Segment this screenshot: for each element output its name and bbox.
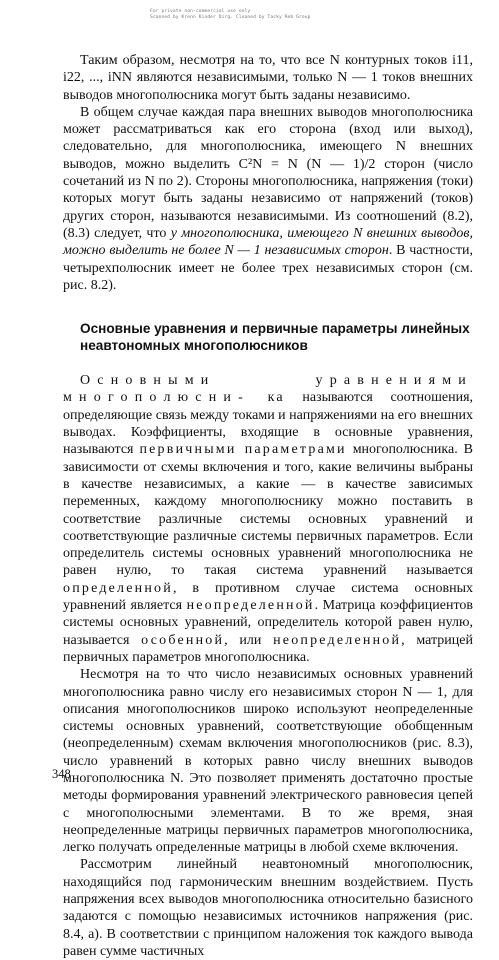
term-undetermined-matrix: неопределенной [273,632,402,648]
watermark-line-2: Scanned by Krenn Kinder Dirg. Cleaned by Tacky Reb Group [150,14,311,20]
paragraph-general-schemes: Несмотря на то что число независимых основных уравнений многополюсника равно числу его независимых сторон N — 1, для описания многополюсников широко используют неопределенные системы основных уравнений, соответствующие обобщенным (неопределенным) схемам включения многополюсников (рис. 8.3), число уравнений в которых равно числу внешних выводов многополюсника N. Это позволяет применять достаточно простые методы формирования уравнений электрического равновесия цепей с многополюсными элементами. В то же время, зная неопределенные матрицы первичных параметров многополюсника, легко получать определенные матрицы в любой схеме включения. [63,667,473,856]
watermark-line-1: For private non-commercial use only [150,9,251,14]
paragraph-independent-sides [63,104,473,294]
section-heading-line-2: неавтономных многополюсников [80,338,308,354]
term-main-equations-end: ка [267,390,285,406]
definitions-text-1: называются соотношения, определяющие связь между токами и напряжениями на его внешних выводах. Коэффициенты, входящие в основные уравнения, называются [63,390,474,458]
emphasized-statement: у многополюсника, имеющего N внешних выводов, можно выделить не более N — 1 независимых сторон [63,225,473,259]
definitions-text-6: , матрицей первичных параметров многополюсника. [63,632,473,665]
page-number: 348 [52,767,71,781]
page-body [63,52,473,960]
paragraph-linear-multipole: Рассмотрим линейный неавтономный многополюсник, находящийся под гармоническим внешним воздействием. Пусть напряжения всех выводов многополюсника относительно базисного задаются с помощью независимых источников напряжения (рис. 8.4, а). В соответствии с принципом наложения ток каждого вывода равен сумме частичных [63,857,473,959]
paragraph-definitions [63,372,473,666]
definitions-text-4: . Матрица коэффициентов системы основных уравнений, определитель которой равен нулю, называется [63,598,473,648]
term-undetermined: неопределенной [186,598,315,614]
definitions-text-5: , или [224,632,274,648]
term-determined: определенной [63,580,173,596]
section-heading [63,320,473,354]
term-primary-parameters: первичными параметрами [139,442,347,458]
scan-watermark [150,9,360,20]
definitions-text-2: многополюсника. В зависимости от схемы включения и того, какие величины выбраны в качестве независимых, а какие — в качестве зависимых переменных, каждому многополюснику можно поставить в соответствие различные системы основных уравнений и соответствующие различные системы первичных параметров. Если определитель системы основных уравнений многополюсника не равен нулю, то такая система уравнений называется [63,442,473,579]
paragraph-independent-sides-text: В общем случае каждая пара внешних выводов многополюсника может рассматриваться как его сторона (вход или выход), следовательно, для многополюсника, имеющего N внешних выводов, можно выделить C²N = N (N — 1)/2 сторон (число сочетаний из N по 2). Стороны многополюсника, напряжения (токи) которых могут быть заданы независимо от напряжений (токов) других сторон, называются независимыми. Из соотношений (8.2), (8.3) следует, что [63,104,473,241]
term-main-equations: Основными уравнениями многополюсни- [63,373,473,406]
section-heading-line-1: Основные уравнения и первичные параметры линейных [80,321,470,337]
definitions-text-3: , в противном случае система основных уравнений является [63,580,473,614]
term-singular: особенной [141,632,225,648]
paragraph-independent-currents: Таким образом, несмотря на то, что все N контурных токов i11, i22, ..., iNN являются независимыми, только N — 1 токов внешних выводов многополюсника могут быть заданы независимо. [63,53,473,103]
paragraph-independent-sides-tail: . В частности, четырехполюсник имеет не более трех независимых сторон (см. рис. 8.2). [63,243,474,293]
